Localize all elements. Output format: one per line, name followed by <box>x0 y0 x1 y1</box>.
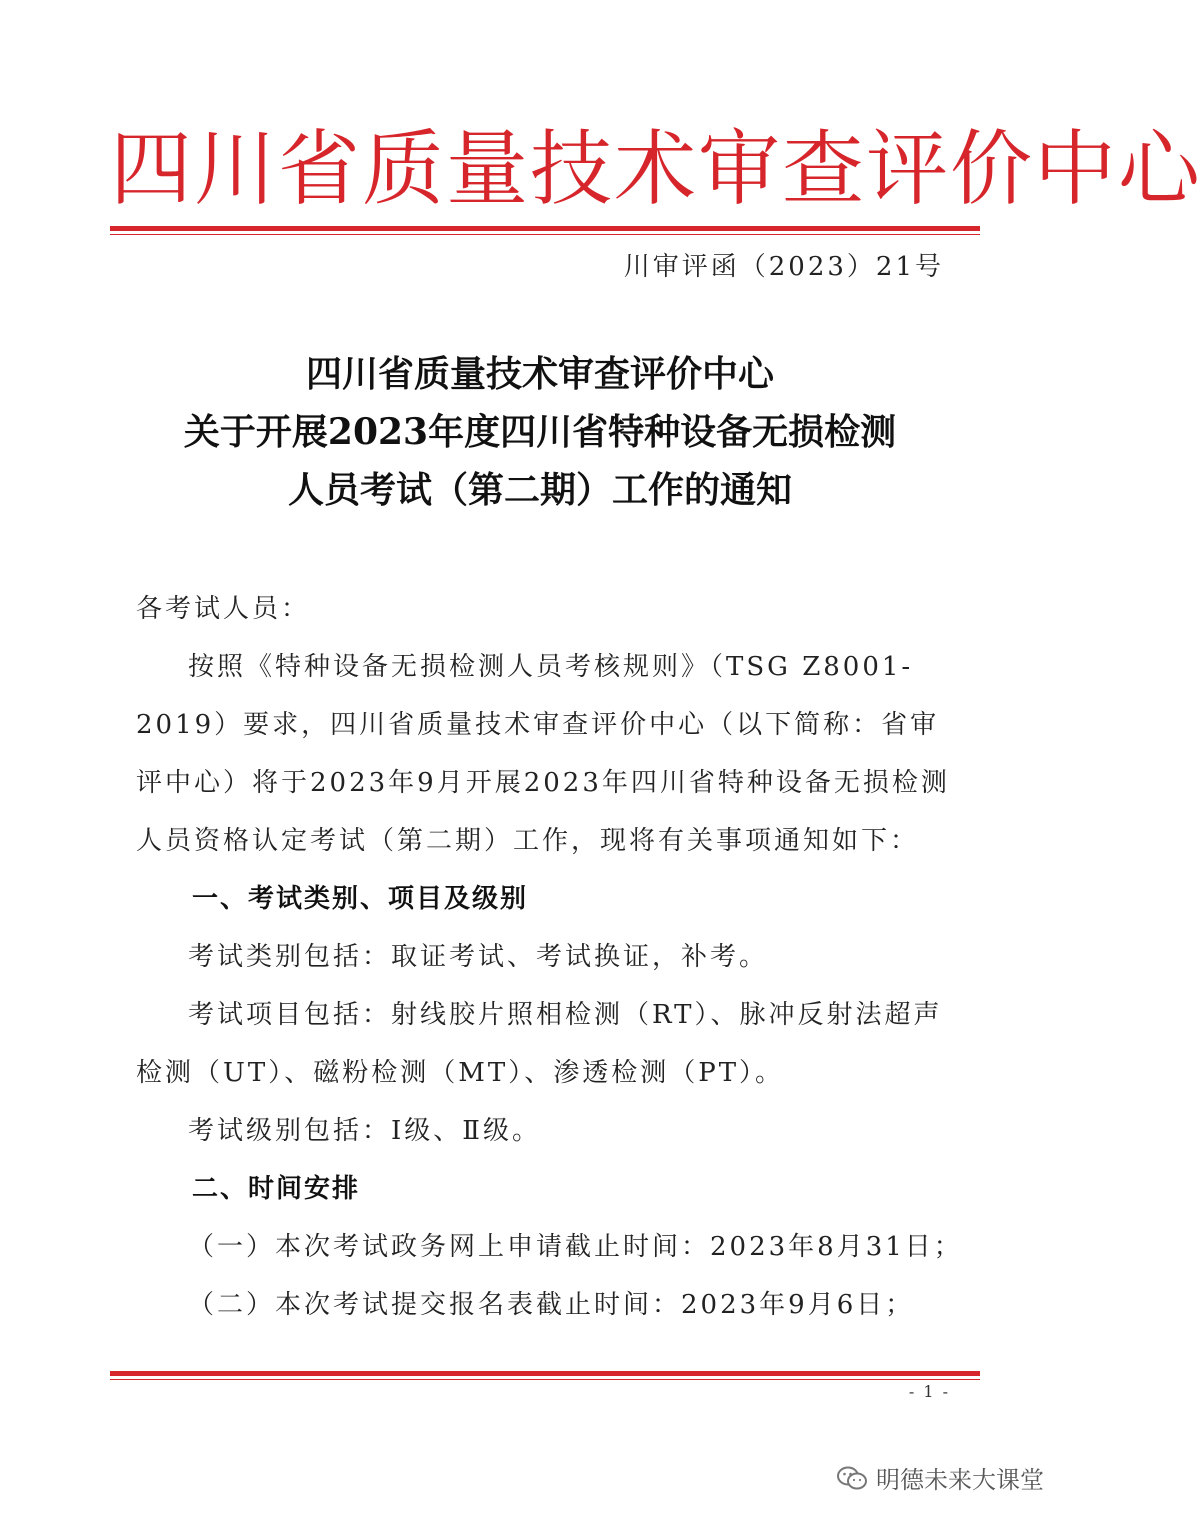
exam-categories: 考试类别包括：取证考试、考试换证，补考。 <box>188 942 769 972</box>
notice-title-line-1: 四川省质量技术审查评价中心 <box>305 353 774 395</box>
notice-title-line-2: 关于开展2023年度四川省特种设备无损检测 <box>183 411 897 453</box>
intro-paragraph: 按照《特种设备无损检测人员考核规则》（TSG Z8001-2019）要求，四川省质量技术审查评价中心（以下简称：省审评中心）将于2023年9月开展2023年四川省特种设备无损检测人员资格认定考试（第二期）工作，现将有关事项通知如下： <box>136 652 950 856</box>
letterhead-rule-thin <box>110 234 980 235</box>
section-2-heading: 二、时间安排 <box>192 1174 361 1204</box>
schedule-item-1: （一）本次考试政务网上申请截止时间：2023年8月31日； <box>188 1232 963 1262</box>
document-number: 川审评函（2023）21号 <box>623 252 944 282</box>
footer-rule-thick <box>110 1371 980 1376</box>
schedule-item-2: （二）本次考试提交报名表截止时间：2023年9月6日； <box>188 1290 915 1320</box>
letterhead-rule-thick <box>110 226 980 231</box>
watermark <box>836 1460 1044 1495</box>
salutation: 各考试人员： <box>136 594 311 624</box>
exam-items: 考试项目包括：射线胶片照相检测（RT）、脉冲反射法超声检测（UT）、磁粉检测（MT）、渗透检测（PT）。 <box>136 1000 943 1088</box>
letterhead-org-name: 四川省质量技术审查评价中心 <box>110 122 1202 217</box>
wechat-icon <box>836 1465 868 1491</box>
footer-rule-thin <box>110 1379 980 1380</box>
watermark-text: 明德未来大课堂 <box>876 1466 1044 1494</box>
notice-title-line-3: 人员考试（第二期）工作的通知 <box>287 469 792 511</box>
page-number: - 1 - <box>908 1382 950 1401</box>
section-1-heading: 一、考试类别、项目及级别 <box>192 884 529 914</box>
exam-levels: 考试级别包括：Ⅰ级、Ⅱ级。 <box>188 1116 541 1146</box>
